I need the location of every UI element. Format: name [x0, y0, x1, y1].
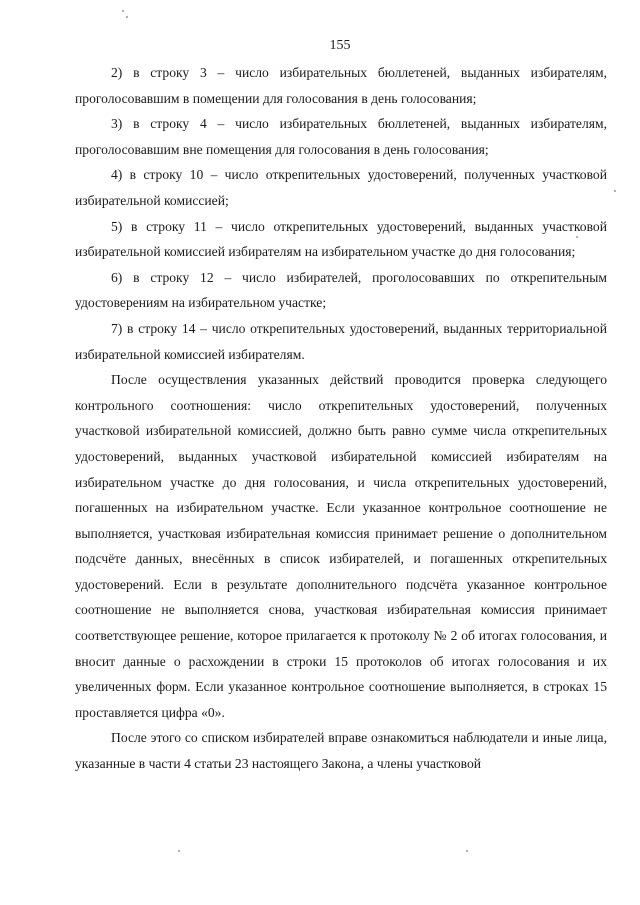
paragraph-row-11: 5) в строку 11 – число открепительных удостоверений, выданных участковой избирательной комиссией избирателям на избирательном участке до дня голосования; — [75, 218, 607, 260]
paragraph-row-3: 2) в строку 3 – число избирательных бюллетеней, выданных избирателям, проголосовавшим в помещении для голосования в день голосования; — [75, 65, 607, 106]
scan-speck — [576, 236, 578, 238]
page-number: 155 — [329, 38, 351, 53]
document-body — [75, 60, 607, 777]
paragraph-row-10: 4) в строку 10 – число открепительных удостоверений, полученных участковой избирательной комиссией; — [75, 167, 607, 208]
paragraph-row-12: 6) в строку 12 – число избирателей, проголосовавших по открепительным удостоверениям на избирательном участке; — [75, 269, 607, 311]
scan-speck — [178, 850, 180, 852]
scan-speck — [614, 190, 616, 192]
paragraph-control-check: После осуществления указанных действий проводится проверка следующего контрольного соотношения: число открепительных удостоверений, полученных участковой избирательной комиссией, должно быть равно сумме числа открепительных удостоверений, выданных участковой избирательной комиссией избирателям на избирательном участке до дня голосования, и числа открепительных удостоверений, погашенных на избирательном участке. Если указанное контрольное соотношение не выполняется, участковая избирательная комиссия принимает решение о дополнительном подсчёте данных, внесённых в список избирателей, и погашенных открепительных удостоверений. Если в результате дополнительного подсчёта указанное контрольное соотношение не выполняется снова, участковая избирательная комиссия принимает соответствующее решение, которое прилагается к протоколу № 2 об итогах голосования, и вносит данные о расхождении в строки 15 протоколов об итогах голосования и их увеличенных форм. Если указанное контрольное соотношение выполняется, в строках 15 проставляется цифра «0». — [75, 372, 607, 720]
scan-speck — [122, 10, 124, 12]
paragraph-observers: После этого со списком избирателей вправе ознакомиться наблюдатели и иные лица, указанные в части 4 статьи 23 настоящего Закона, а члены участковой — [75, 730, 607, 772]
paragraph-row-4: 3) в строку 4 – число избирательных бюллетеней, выданных избирателям, проголосовавшим вне помещения для голосования в день голосования; — [75, 116, 607, 157]
scan-speck — [466, 850, 468, 852]
scan-speck — [126, 16, 128, 18]
paragraph-row-14: 7) в строку 14 – число открепительных удостоверений, выданных территориальной избирательной комиссией избирателям. — [75, 320, 607, 362]
